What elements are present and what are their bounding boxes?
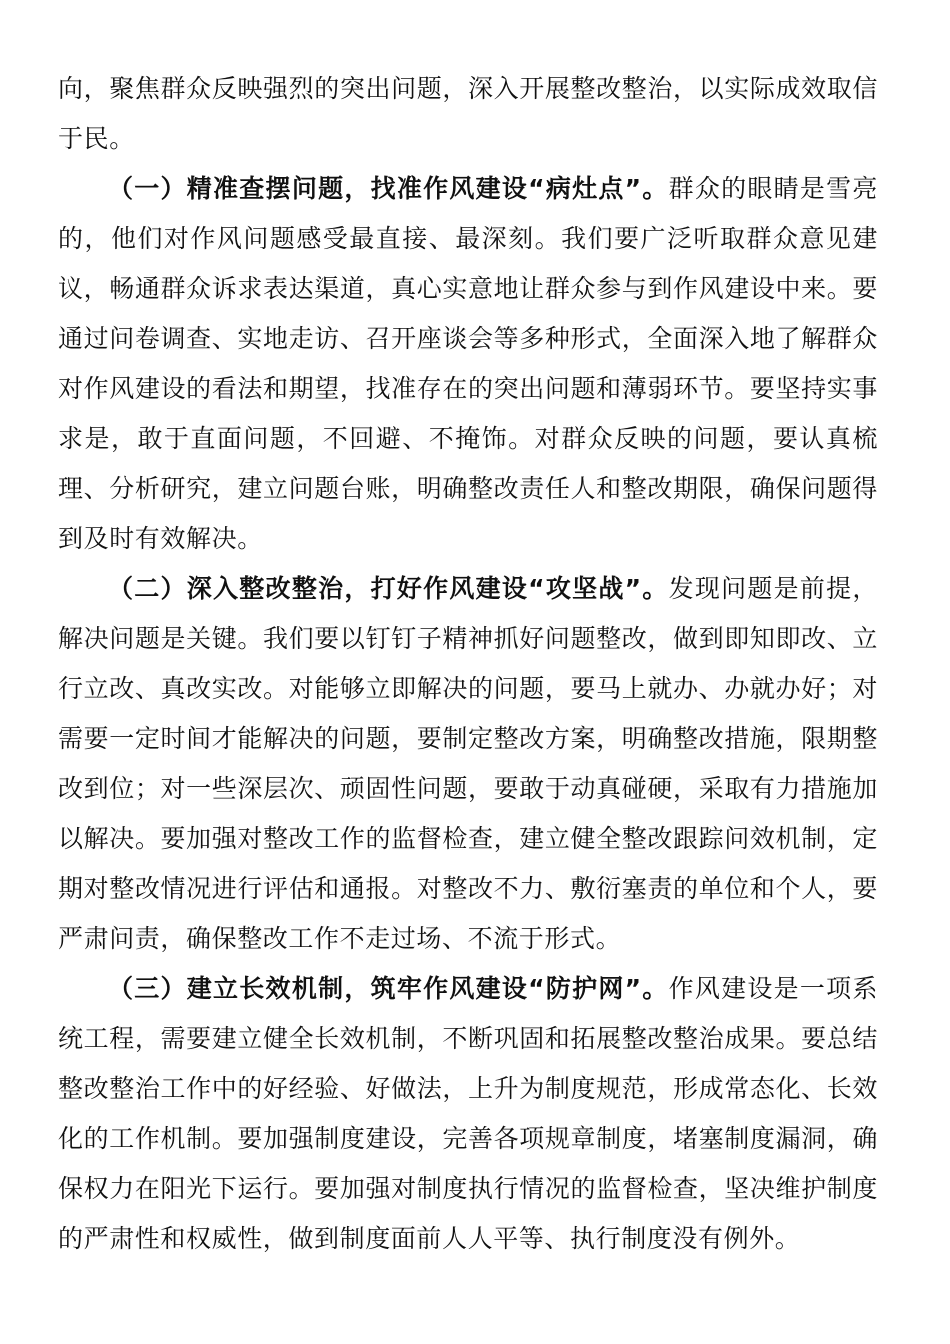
paragraph-text: 发现问题是前提，解决问题是关键。我们要以钉钉子精神抓好问题整改，做到即知即改、立行立改、真改实改。对能够立即解决的问题，要马上就办、办就办好；对需要一定时间才能解决的问题，要制定整改方案，明确整改措施，限期整改到位；对一些深层次、顽固性问题，要敢于动真碰硬，采取有力措施加以解决。要加强对整改工作的监督检查，建立健全整改跟踪问效机制，定期对整改情况进行评估和通报。对整改不力、敷衍塞责的单位和个人，要严肃问责，确保整改工作不走过场、不流于形式。 xyxy=(58,574,878,953)
section-heading: （二）深入整改整治，打好作风建设“攻坚战”。 xyxy=(108,574,669,603)
paragraph-text: 作风建设是一项系统工程，需要建立健全长效机制，不断巩固和拓展整改整治成果。要总结整改整治工作中的好经验、好做法，上升为制度规范，形成常态化、长效化的工作机制。要加强制度建设，完善各项规章制度，堵塞制度漏洞，确保权力在阳光下运行。要加强对制度执行情况的监督检查，坚决维护制度的严肃性和权威性，做到制度面前人人平等、执行制度没有例外。 xyxy=(58,974,878,1253)
paragraph-section-3 xyxy=(58,964,878,1264)
paragraph-section-2 xyxy=(58,564,878,964)
section-heading: （三）建立长效机制，筑牢作风建设“防护网”。 xyxy=(108,974,669,1003)
paragraph-continuation xyxy=(58,64,878,164)
paragraph-text: 群众的眼睛是雪亮的，他们对作风问题感受最直接、最深刻。我们要广泛听取群众意见建议，畅通群众诉求表达渠道，真心实意地让群众参与到作风建设中来。要通过问卷调查、实地走访、召开座谈会等多种形式，全面深入地了解群众对作风建设的看法和期望，找准存在的突出问题和薄弱环节。要坚持实事求是，敢于直面问题，不回避、不掩饰。对群众反映的问题，要认真梳理、分析研究，建立问题台账，明确整改责任人和整改期限，确保问题得到及时有效解决。 xyxy=(58,174,878,553)
paragraph-text: 向，聚焦群众反映强烈的突出问题，深入开展整改整治，以实际成效取信于民。 xyxy=(58,74,878,153)
section-heading: （一）精准查摆问题，找准作风建设“病灶点”。 xyxy=(108,174,669,203)
document-page xyxy=(58,64,878,1264)
paragraph-section-1 xyxy=(58,164,878,564)
